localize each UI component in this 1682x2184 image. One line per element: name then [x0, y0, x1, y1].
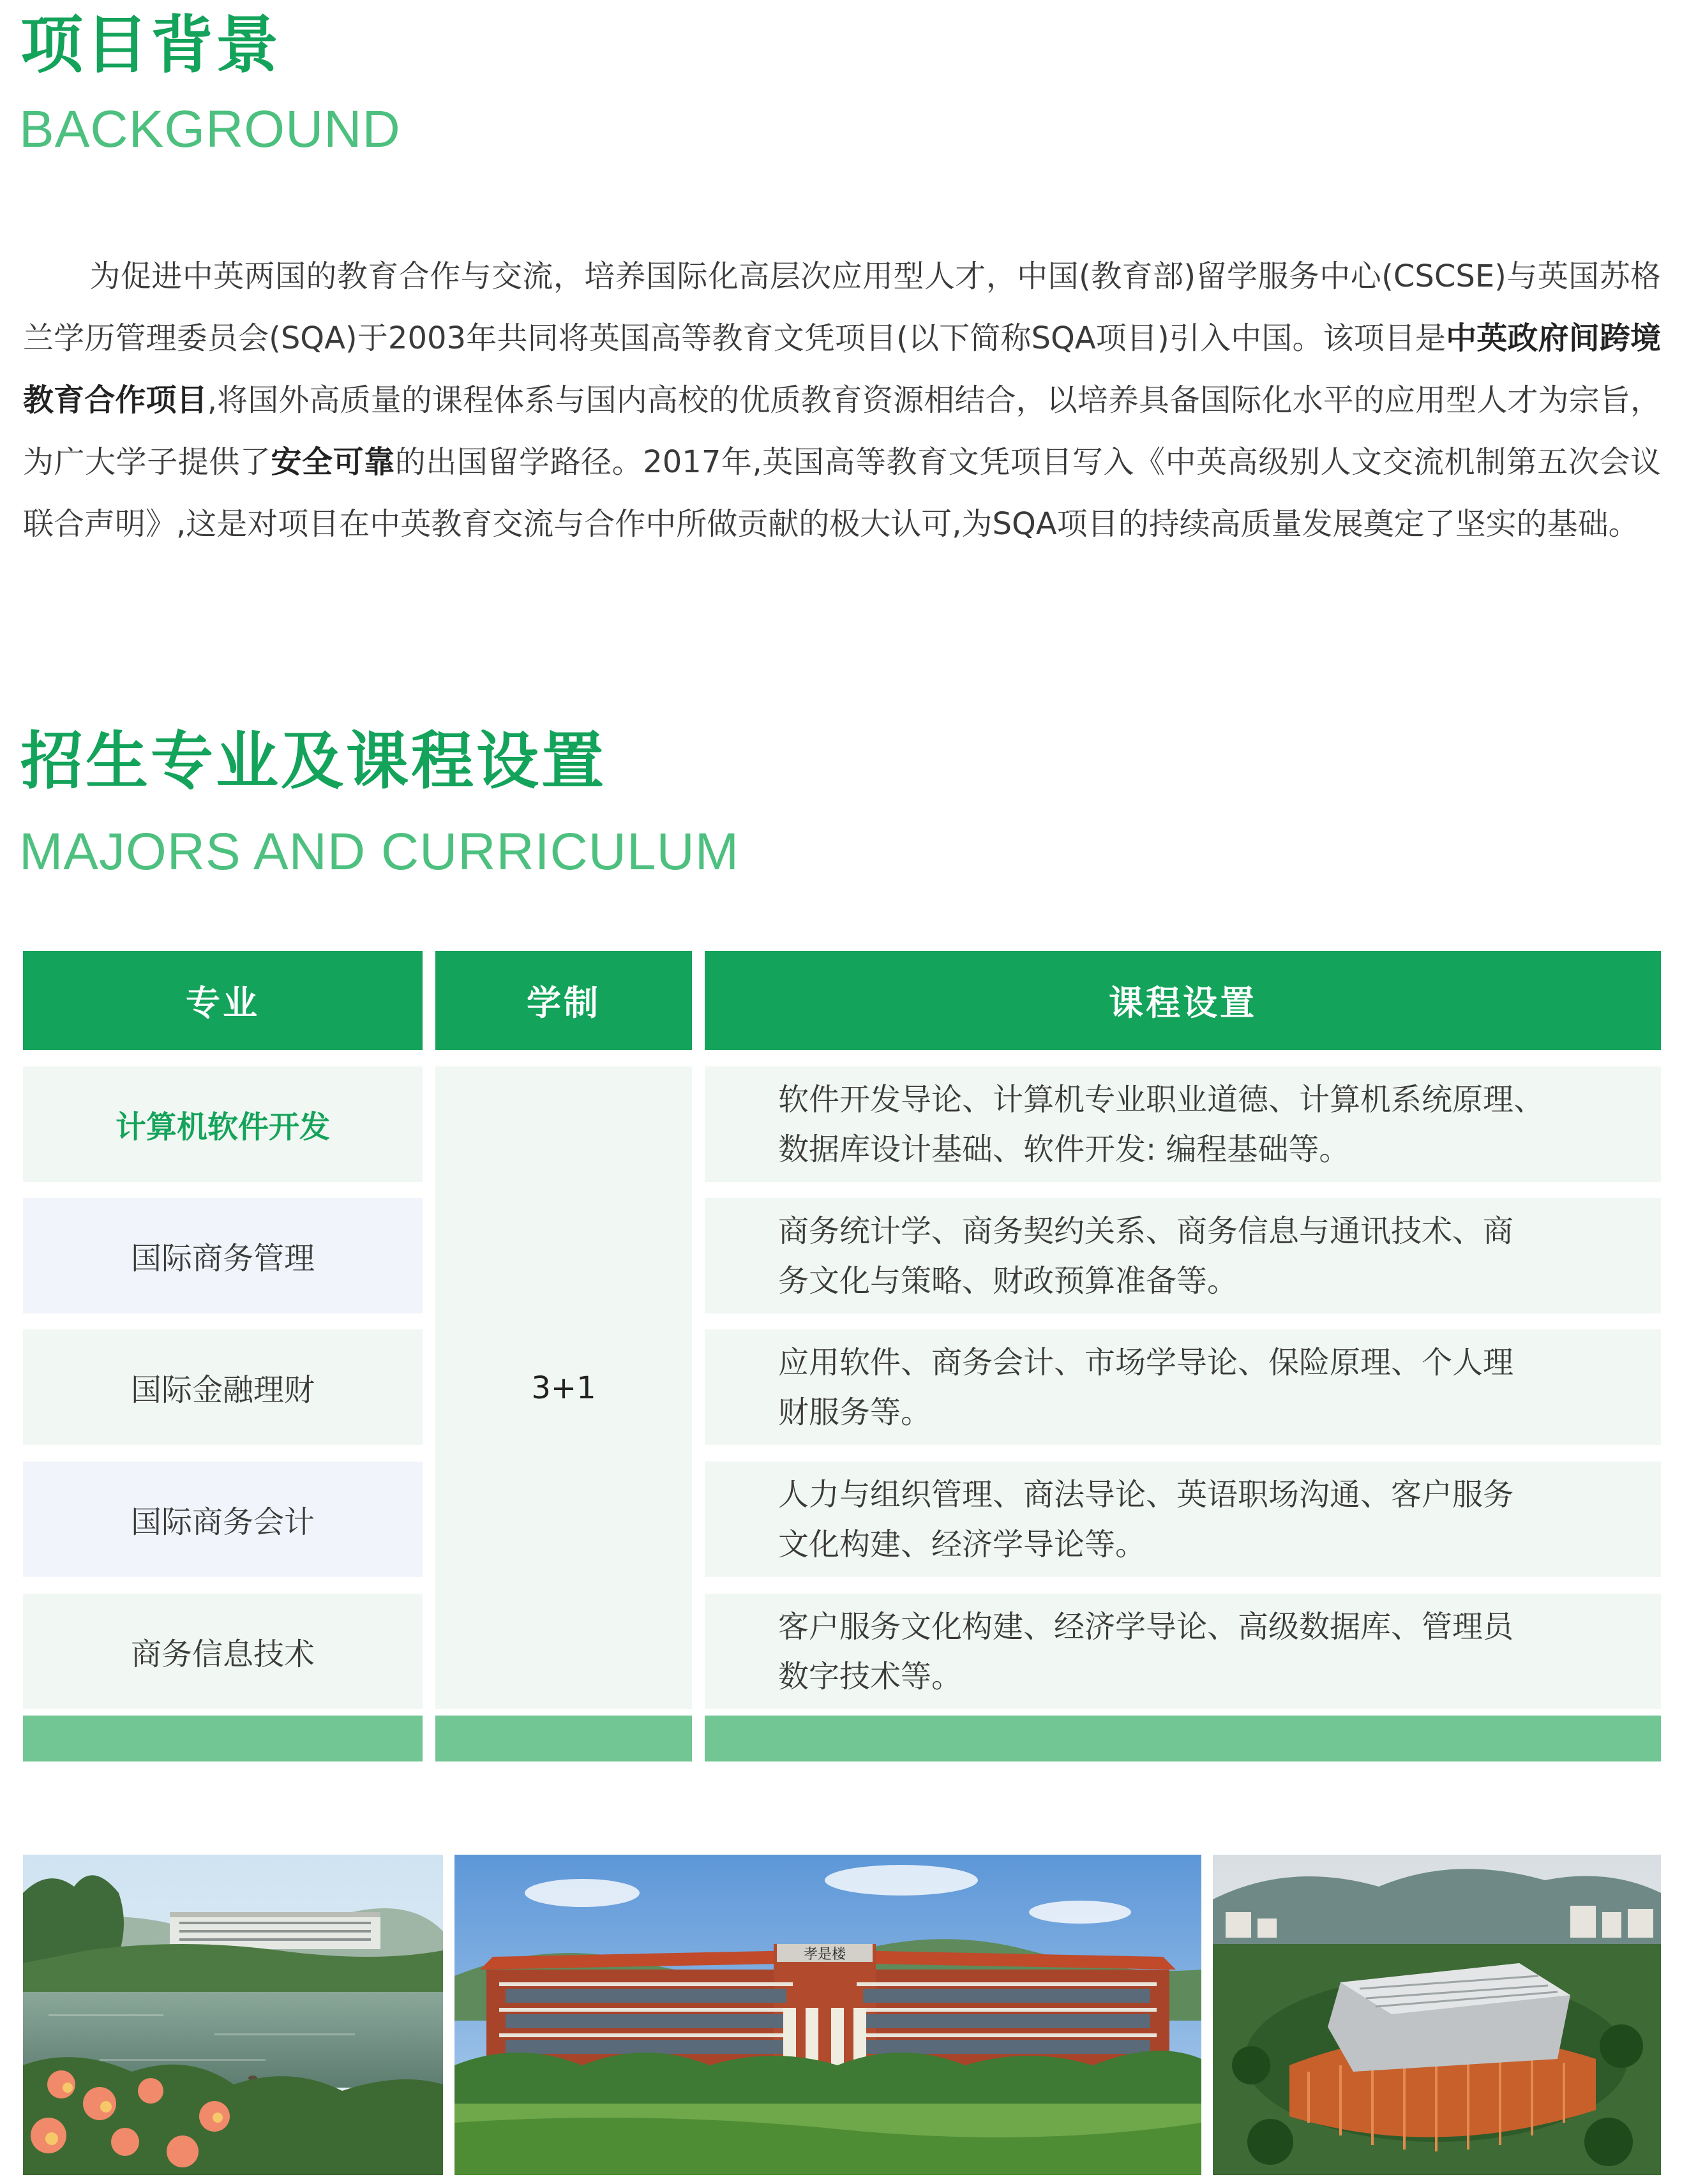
course-line: 文化构建、经济学导论等。	[778, 1526, 1146, 1562]
course-cell-5	[705, 1594, 1661, 1709]
paragraph-bold-2: 安全可靠	[271, 444, 395, 480]
table-footer-bar	[705, 1716, 1661, 1761]
course-line: 财服务等。	[778, 1394, 932, 1430]
years-cell: 3+1	[435, 1066, 692, 1709]
major-cell-5: 商务信息技术	[23, 1594, 423, 1709]
major-cell-1: 计算机软件开发	[23, 1066, 423, 1182]
header-major: 专业	[23, 951, 423, 1050]
campus-lake-photo	[23, 1855, 443, 2175]
campus-building-photo	[454, 1855, 1201, 2175]
background-title-cn: 项目背景	[20, 9, 282, 82]
major-cell-2: 国际商务管理	[23, 1198, 423, 1313]
course-line: 务文化与策略、财政预算准备等。	[778, 1262, 1238, 1299]
table-footer-bar	[435, 1716, 692, 1761]
course-line: 客户服务文化构建、经济学导论、高级数据库、管理员	[778, 1608, 1514, 1645]
building-photo-illustration	[454, 1855, 1201, 2175]
table-footer-bar	[23, 1716, 423, 1761]
header-years: 学制	[435, 951, 692, 1050]
course-line: 应用软件、商务会计、市场学导论、保险原理、个人理	[778, 1344, 1514, 1380]
major-cell-4: 国际商务会计	[23, 1462, 423, 1577]
course-line: 商务统计学、商务契约关系、商务信息与通讯技术、商	[778, 1213, 1514, 1249]
course-line: 人力与组织管理、商法导论、英语职场沟通、客户服务	[778, 1476, 1514, 1513]
course-cell-1	[705, 1066, 1661, 1182]
building-sign: 孝是楼	[803, 1947, 846, 1963]
paragraph-text-1: 为促进中英两国的教育合作与交流，培养国际化高层次应用型人才，中国(教育部)留学服务中心(CSCSE)与英国苏格兰学历管理委员会(SQA)于2003年共同将英国高等教育文凭项目(以下简称SQA项目)引入中国。该项目是	[23, 258, 1661, 356]
background-paragraph	[23, 246, 1661, 555]
paragraph-text-3: 的出国留学路径。2017年,英国高等教育文凭项目写入《中英高级别人文交流机制第五次会议联合声明》,这是对项目在中英教育交流与合作中所做贡献的极大认可,为SQA项目的持续高质量发展奠定了坚实的基础。	[23, 444, 1661, 542]
background-title-en: BACKGROUND	[19, 100, 401, 158]
course-cell-2	[705, 1198, 1661, 1313]
course-line: 数据库设计基础、软件开发: 编程基础等。	[778, 1131, 1350, 1167]
header-courses: 课程设置	[705, 951, 1661, 1050]
majors-title-en: MAJORS AND CURRICULUM	[19, 823, 740, 881]
paragraph-bold-1: 中英政府间跨境教育合作项目	[23, 320, 1661, 418]
course-cell-3	[705, 1329, 1661, 1445]
curriculum-table	[23, 951, 1661, 1761]
gym-photo-illustration	[1213, 1855, 1661, 2175]
campus-gym-photo	[1213, 1855, 1661, 2175]
major-cell-3: 国际金融理财	[23, 1329, 423, 1445]
course-line: 软件开发导论、计算机专业职业道德、计算机系统原理、	[778, 1081, 1545, 1118]
paragraph-text-2: ,将国外高质量的课程体系与国内高校的优质教育资源相结合，以培养具备国际化水平的应用型人才为宗旨，为广大学子提供了	[23, 382, 1661, 480]
majors-title-cn: 招生专业及课程设置	[20, 725, 607, 798]
course-line: 数字技术等。	[778, 1658, 963, 1694]
course-cell-4	[705, 1462, 1661, 1577]
lake-photo-illustration	[23, 1855, 443, 2175]
